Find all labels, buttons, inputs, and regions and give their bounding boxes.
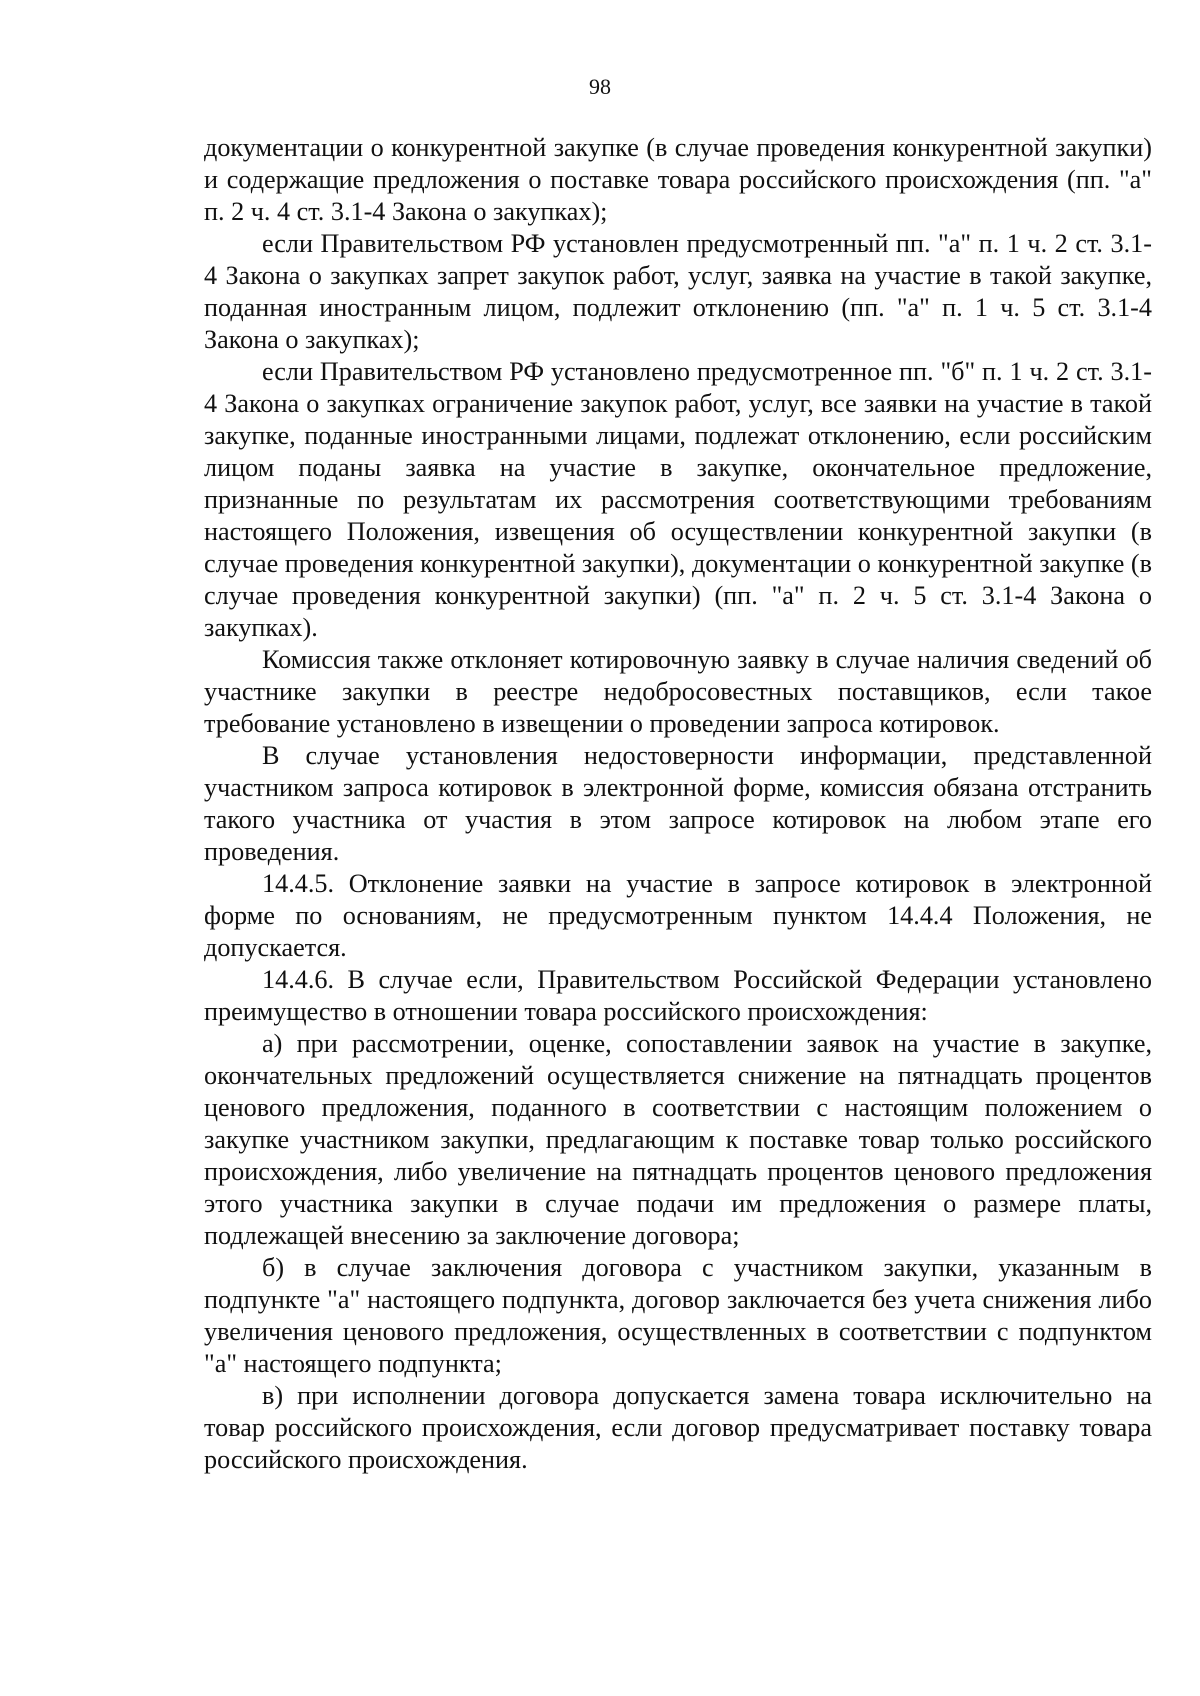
paragraph-14-4-5: 14.4.5. Отклонение заявки на участие в запросе котировок в электронной форме по основаниям, не предусмотренным пунктом 14.4.4 Положения, не допускается. — [204, 869, 1152, 962]
document-body — [204, 132, 1152, 1476]
paragraph-restriction-foreign-bids: если Правительством РФ установлено предусмотренное пп. "б" п. 1 ч. 2 ст. 3.1-4 Закона о закупках ограничение закупок работ, услуг, все заявки на участие в такой закупке, поданные иностранными лицами, подлежат отклонению, если российским лицом поданы заявка на участие в закупке, окончательное предложение, признанные по результатам их рассмотрения соответствующими требованиям настоящего Положения, извещения об осуществлении конкурентной закупки (в случае проведения конкурентной закупки), документации о конкурентной закупке (в случае проведения конкурентной закупки) (пп. "а" п. 2 ч. 5 ст. 3.1-4 Закона о закупках). — [204, 357, 1152, 642]
paragraph-ban-foreign-bids: если Правительством РФ установлен предусмотренный пп. "а" п. 1 ч. 2 ст. 3.1-4 Закона о закупках запрет закупок работ, услуг, заявка на участие в такой закупке, поданная иностранным лицом, подлежит отклонению (пп. "а" п. 1 ч. 5 ст. 3.1-4 Закона о закупках); — [204, 229, 1152, 354]
paragraph-unreliable-info: В случае установления недостоверности информации, представленной участником запроса котировок в электронной форме, комиссия обязана отстранить такого участника от участия в этом запросе котировок на любом этапе его проведения. — [204, 741, 1152, 866]
paragraph-14-4-6: 14.4.6. В случае если, Правительством Российской Федерации установлено преимущество в отношении товара российского происхождения: — [204, 965, 1152, 1026]
paragraph-continuation: документации о конкурентной закупке (в случае проведения конкурентной закупки) и содержащие предложения о поставке товара российского происхождения (пп. "а" п. 2 ч. 4 ст. 3.1-4 Закона о закупках); — [204, 133, 1152, 226]
paragraph-unscrupulous-suppliers: Комиссия также отклоняет котировочную заявку в случае наличия сведений об участнике закупки в реестре недобросовестных поставщиков, если такое требование установлено в извещении о проведении запроса котировок. — [204, 645, 1152, 738]
paragraph-subitem-a: а) при рассмотрении, оценке, сопоставлении заявок на участие в закупке, окончательных предложений осуществляется снижение на пятнадцать процентов ценового предложения, поданного в соответствии с настоящим положением о закупке участником закупки, предлагающим к поставке товар только российского происхождения, либо увеличение на пятнадцать процентов ценового предложения этого участника закупки в случае подачи им предложения о размере платы, подлежащей внесению за заключение договора; — [204, 1029, 1152, 1250]
page-number: 98 — [589, 74, 611, 99]
paragraph-subitem-v: в) при исполнении договора допускается замена товара исключительно на товар российского происхождения, если договор предусматривает поставку товара российского происхождения. — [204, 1381, 1152, 1474]
paragraph-subitem-b: б) в случае заключения договора с участником закупки, указанным в подпункте "а" настоящего подпункта, договор заключается без учета снижения либо увеличения ценового предложения, осуществленных в соответствии с подпунктом "а" настоящего подпункта; — [204, 1253, 1152, 1378]
